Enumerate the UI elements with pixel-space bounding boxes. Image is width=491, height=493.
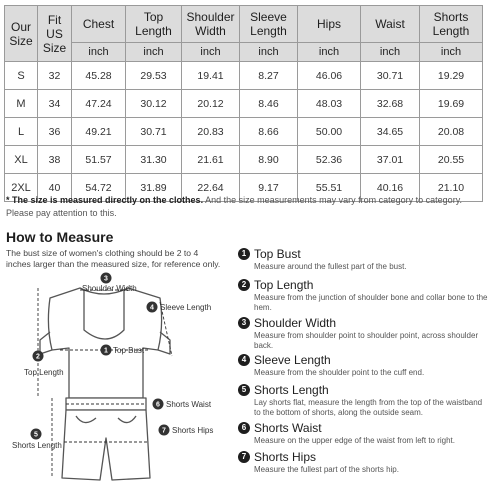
svg-text:2: 2 — [36, 353, 40, 361]
table-cell: 46.06 — [298, 62, 361, 90]
table-row — [5, 90, 483, 118]
table-cell: 45.28 — [72, 62, 126, 90]
table-cell: 19.69 — [420, 90, 483, 118]
table-cell: 52.36 — [298, 146, 361, 174]
label-top-bust: Top Bust — [113, 346, 145, 355]
table-unit-row — [5, 43, 483, 62]
table-cell: 19.29 — [420, 62, 483, 90]
table-cell: 34.65 — [361, 118, 420, 146]
header-shorts-length: Shorts Length — [420, 6, 483, 43]
step-description: Measure from shoulder point to shoulder point, across shoulder back. — [254, 331, 479, 350]
table-cell: 21.10 — [420, 174, 483, 202]
table-cell: 38 — [38, 146, 72, 174]
label-shorts-hips: Shorts Hips — [172, 426, 214, 435]
table-cell: 8.90 — [240, 146, 298, 174]
step-title: Shorts Hips — [254, 450, 317, 464]
how-to-measure-title: How to Measure — [6, 229, 114, 245]
table-cell: 50.00 — [298, 118, 361, 146]
table-cell: 48.03 — [298, 90, 361, 118]
shorts-drawing — [62, 398, 150, 480]
table-cell: 19.41 — [182, 62, 240, 90]
size-cell: S — [5, 62, 38, 90]
svg-text:3: 3 — [104, 275, 108, 283]
table-cell: 47.24 — [72, 90, 126, 118]
size-cell: L — [5, 118, 38, 146]
step-1-icon: 1 — [238, 248, 250, 260]
table-cell: 30.71 — [361, 62, 420, 90]
size-cell: M — [5, 90, 38, 118]
unit-label: inch — [72, 43, 126, 62]
table-cell: 37.01 — [361, 146, 420, 174]
header-hips: Hips — [298, 6, 361, 43]
table-row — [5, 118, 483, 146]
svg-text:1: 1 — [104, 347, 108, 355]
header-top-length: Top Length — [126, 6, 182, 43]
table-cell: 32.68 — [361, 90, 420, 118]
table-cell: 36 — [38, 118, 72, 146]
unit-label: inch — [298, 43, 361, 62]
table-cell: 20.83 — [182, 118, 240, 146]
table-cell: 20.55 — [420, 146, 483, 174]
step-2-icon: 2 — [238, 279, 250, 291]
unit-label: inch — [240, 43, 298, 62]
header-shoulder-width: Shoulder Width — [182, 6, 240, 43]
size-note-text: And the size measurements may vary from category to category. Please pay attention to this. — [6, 195, 463, 218]
step-title: Shoulder Width — [254, 316, 337, 330]
table-cell: 40.16 — [361, 174, 420, 202]
table-cell: 20.12 — [182, 90, 240, 118]
step-description: Measure on the upper edge of the waist from left to right. — [254, 436, 455, 445]
step-title: Top Length — [254, 278, 314, 292]
table-header-row — [5, 6, 483, 43]
size-cell: XL — [5, 146, 38, 174]
unit-label: inch — [361, 43, 420, 62]
table-cell: 49.21 — [72, 118, 126, 146]
header-chest: Chest — [72, 6, 126, 43]
table-cell: 9.17 — [240, 174, 298, 202]
step-5-icon: 5 — [238, 384, 250, 396]
table-cell: 31.89 — [126, 174, 182, 202]
header-sleeve-length: Sleeve Length — [240, 6, 298, 43]
table-cell: 34 — [38, 90, 72, 118]
table-cell: 8.66 — [240, 118, 298, 146]
label-shoulder-width: Shoulder Width — [82, 284, 137, 293]
size-note-bold: * The size is measured directly on the clothes. — [6, 195, 204, 205]
step-3-icon: 3 — [238, 317, 250, 329]
table-cell: 22.64 — [182, 174, 240, 202]
step-4-icon: 4 — [238, 354, 250, 366]
table-row — [5, 62, 483, 90]
step-description: Lay shorts flat, measure the length from the top of the waistband to the bottom of shorts, along the outside seam. — [254, 398, 483, 417]
header-fit-us-size: Fit US Size — [38, 6, 72, 62]
table-cell: 29.53 — [126, 62, 182, 90]
table-cell: 8.46 — [240, 90, 298, 118]
table-cell: 40 — [38, 174, 72, 202]
table-cell: 55.51 — [298, 174, 361, 202]
unit-label: inch — [126, 43, 182, 62]
step-description: Measure from the shoulder point to the cuff end. — [254, 368, 425, 377]
table-cell: 30.71 — [126, 118, 182, 146]
step-6-icon: 6 — [238, 422, 250, 434]
size-chart-table — [4, 5, 483, 202]
step-description: Measure around the fullest part of the bust. — [254, 262, 407, 271]
table-cell: 31.30 — [126, 146, 182, 174]
label-shorts-length: Shorts Length — [12, 441, 62, 450]
how-to-measure-intro: The bust size of women's clothing should be 2 to 4 inches larger than the measured size, for reference only. — [6, 248, 221, 269]
label-shorts-waist: Shorts Waist — [166, 400, 212, 409]
step-7-icon: 7 — [238, 451, 250, 463]
table-cell: 51.57 — [72, 146, 126, 174]
svg-text:5: 5 — [34, 431, 38, 439]
label-sleeve-length: Sleeve Length — [160, 303, 212, 312]
table-cell: 8.27 — [240, 62, 298, 90]
size-cell: 2XL — [5, 174, 38, 202]
svg-text:7: 7 — [162, 427, 166, 435]
svg-text:6: 6 — [156, 401, 160, 409]
step-title: Top Bust — [254, 247, 301, 261]
unit-label: inch — [182, 43, 240, 62]
header-our-size: Our Size — [5, 6, 38, 62]
table-cell: 21.61 — [182, 146, 240, 174]
table-cell: 32 — [38, 62, 72, 90]
step-description: Measure the fullest part of the shorts hip. — [254, 465, 399, 474]
size-note — [6, 194, 484, 220]
svg-text:4: 4 — [150, 304, 154, 312]
step-title: Sleeve Length — [254, 353, 331, 367]
table-body — [5, 62, 483, 202]
measurement-illustration — [0, 270, 232, 493]
table-row — [5, 146, 483, 174]
step-description: Measure from the junction of shoulder bone and collar bone to the hem. — [254, 293, 488, 312]
step-title: Shorts Waist — [254, 421, 322, 435]
table-cell: 30.12 — [126, 90, 182, 118]
table-cell: 54.72 — [72, 174, 126, 202]
step-title: Shorts Length — [254, 383, 329, 397]
header-waist: Waist — [361, 6, 420, 43]
label-top-length: Top Length — [24, 368, 64, 377]
table-cell: 20.08 — [420, 118, 483, 146]
unit-label: inch — [420, 43, 483, 62]
